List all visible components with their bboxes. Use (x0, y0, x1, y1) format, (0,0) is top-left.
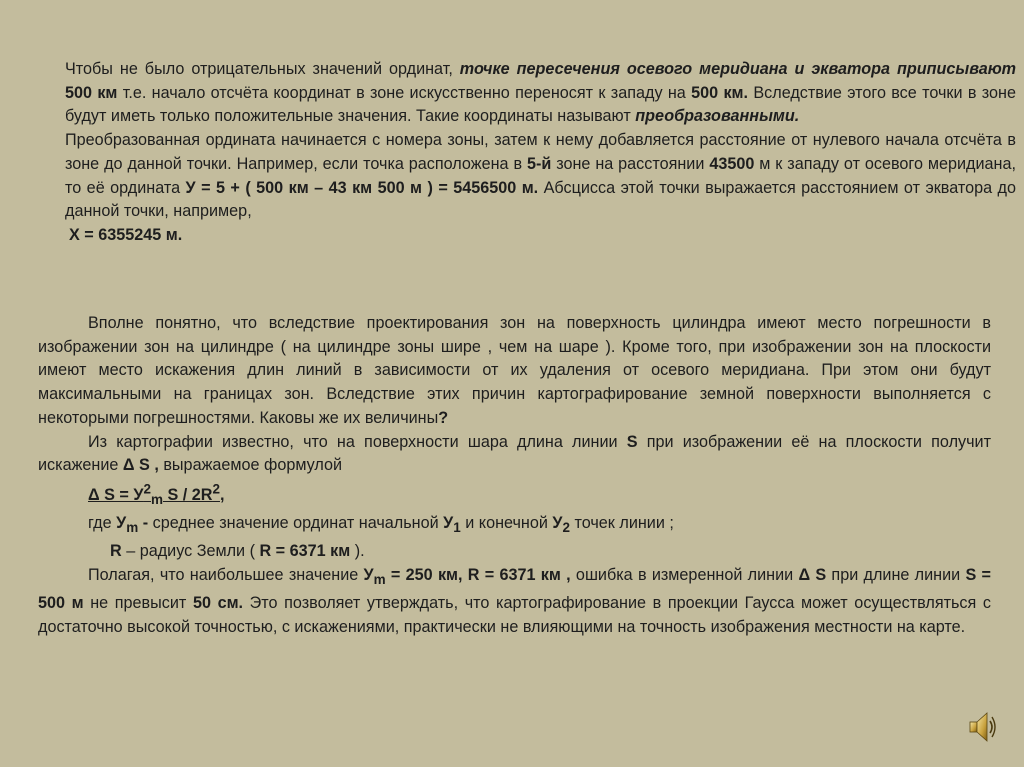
speaker-sound-icon-graphic (968, 709, 998, 745)
definition-ym: где $У_m$ - среднее значение ординат начальной $У_1$ и конечной $У_2$ точек линии ; (88, 514, 674, 536)
paragraph-distortion: Из картографии известно, что на поверхности шара длина линии S при изображении её на плоскости получит искажение Δ S , выражаемое формулой (38, 432, 991, 475)
definition-radius: R – радиус Земли ( R = 6371 км ). (110, 542, 365, 561)
paragraph-abscissa: Х = 6355245 м. (69, 225, 183, 244)
speaker-sound-icon[interactable] (968, 709, 998, 745)
formula: Δ $S = У^2_m$ S / $2R^2$, (88, 481, 225, 508)
text-block-top (65, 58, 1016, 248)
text-block-bottom (38, 312, 991, 639)
paragraph-preobrazovannye: Чтобы не было отрицательных значений ординат, точке пересечения осевого меридиана и экватора приписывают 500 км т.е. начало отсчёта координат в зоне искусственно переносят к западу на 500 км. Вследствие этого все точки в зоне будут иметь только положительные значения. Такие координаты называют преобразованными. (65, 60, 1016, 126)
paragraph-errors: Вполне понятно, что вследствие проектирования зон на поверхность цилиндра имеют место погрешности в изображении зон на цилиндре ( на цилиндре зоны шире , чем на шаре ). Кроме того, при изображении зон на плоскости имеют место искажения длин линий в зависимости от их удаления от осевого меридиана. При этом они будут максимальными на границах зон. Вследствие этих причин картографирование земной поверхности выполняется с некоторыми погрешностями. Каковы же их величины? (38, 314, 991, 427)
paragraph-example-ordinate: Преобразованная ордината начинается с номера зоны, затем к нему добавляется расстояние от нулевого начала отсчёта в зоне до данной точки. Например, если точка расположена в 5-й зоне на расстоянии 43500 м к западу от осевого меридиана, то её ордината У = 5 + ( 500 км – 43 км 500 м ) = 5456500 м. Абсцисса этой точки выражается расстоянием от экватора до данной точки, например, (65, 131, 1016, 221)
paragraph-conclusion: Полагая, что наибольшее значение $У_m = 250$ км, R = 6371 км , ошибка в измеренной линии Δ S при длине линии S = 500 м не превысит 50 см. Это позволяет утверждать, что картографирование в проекции Гаусса может осуществляться с достаточно высокой точностью, с искажениями, практически не влияющими на точность изображения местности на карте. (38, 565, 992, 636)
